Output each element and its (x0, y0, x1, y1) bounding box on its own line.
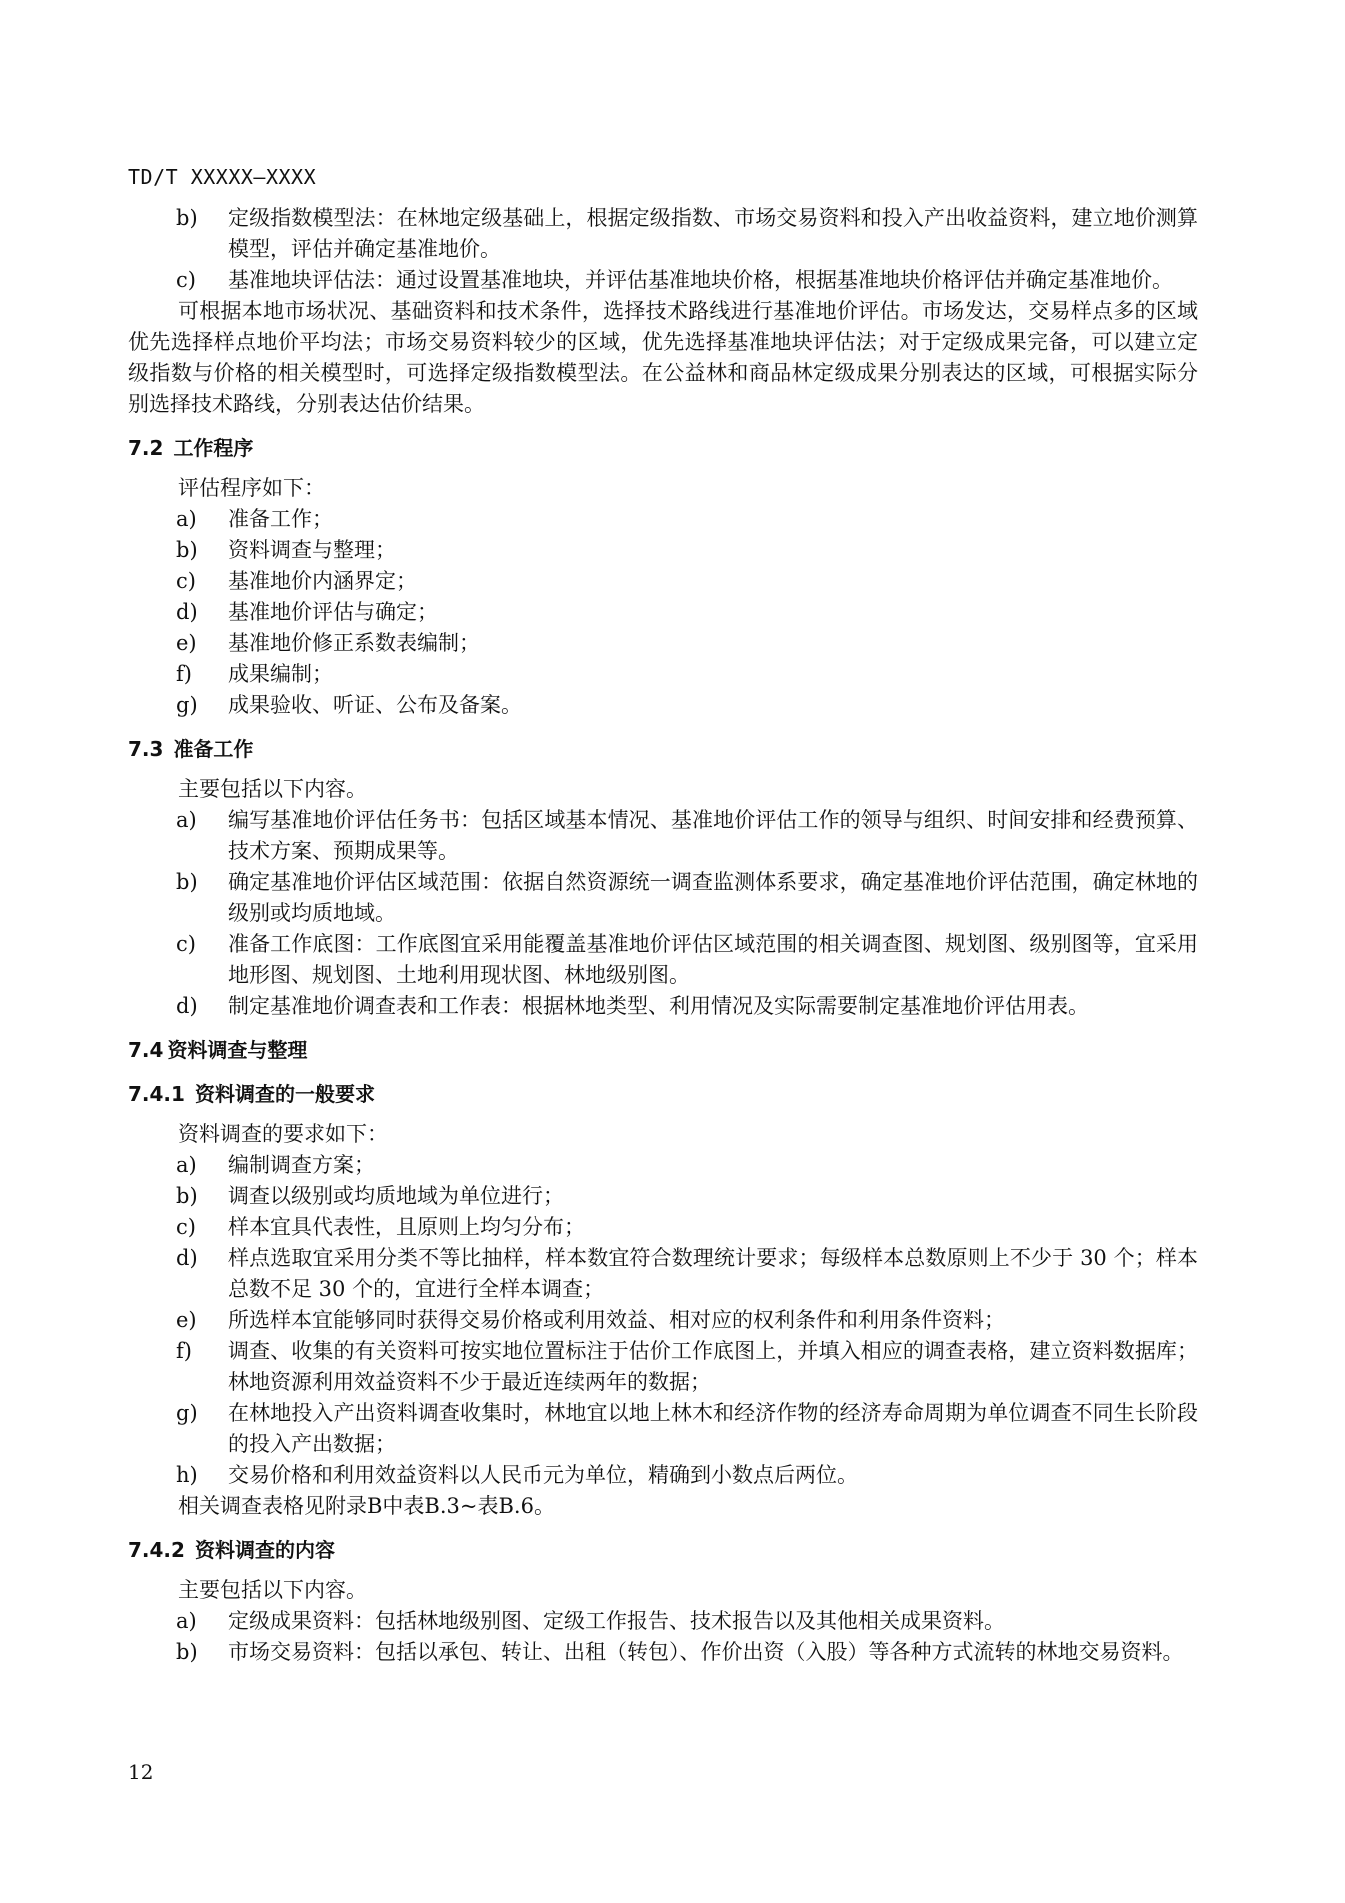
list-item (128, 504, 1198, 535)
list-marker: f) (176, 662, 192, 686)
list-marker: a) (176, 808, 197, 832)
list-marker: a) (176, 1153, 197, 1177)
list-marker: b) (176, 870, 198, 894)
section-title: 资料调查与整理 (167, 1038, 308, 1062)
list-item (128, 805, 1198, 867)
list-marker: g) (176, 1401, 198, 1425)
list-item-text: 制定基准地价调查表和工作表：根据林地类型、利用情况及实际需要制定基准地价评估用表。 (228, 994, 1089, 1018)
section-title: 资料调查的内容 (194, 1538, 335, 1562)
list-marker: d) (176, 1246, 198, 1270)
list-item (128, 929, 1198, 991)
list-item-text: 调查以级别或均质地域为单位进行； (228, 1184, 564, 1208)
list-marker: c) (176, 1215, 196, 1239)
list-item (128, 203, 1198, 265)
list-item-text: 准备工作底图：工作底图宜采用能覆盖基准地价评估区域范围的相关调查图、规划图、级别图等，宜采用地形图、规划图、土地利用现状图、林地级别图。 (228, 932, 1198, 987)
section-heading-7-4-1 (128, 1079, 1198, 1110)
section-number: 7.4 (128, 1038, 164, 1062)
list-item-text: 所选样本宜能够同时获得交易价格或利用效益、相对应的权利条件和利用条件资料； (228, 1308, 1005, 1332)
list-marker: e) (176, 631, 197, 655)
section-number: 7.2 (128, 436, 164, 460)
list-item (128, 535, 1198, 566)
list-item (128, 1181, 1198, 1212)
list-item-text: 基准地价内涵界定； (228, 569, 417, 593)
list-item-text: 定级成果资料：包括林地级别图、定级工作报告、技术报告以及其他相关成果资料。 (228, 1609, 1005, 1633)
section-title: 资料调查的一般要求 (194, 1082, 375, 1106)
list-item (128, 690, 1198, 721)
section-title: 准备工作 (173, 737, 254, 761)
section-number: 7.4.2 (128, 1538, 185, 1562)
list-marker: b) (176, 1640, 198, 1664)
section-number: 7.3 (128, 737, 164, 761)
section-intro: 资料调查的要求如下： (178, 1122, 388, 1146)
list-item (128, 1637, 1198, 1668)
list-marker: b) (176, 1184, 198, 1208)
list-marker: b) (176, 206, 198, 230)
list-item-text: 基准地价评估与确定； (228, 600, 438, 624)
list-item-text: 基准地价修正系数表编制； (228, 631, 480, 655)
list-item-text: 市场交易资料：包括以承包、转让、出租（转包）、作价出资（入股）等各种方式流转的林地交易资料。 (228, 1640, 1184, 1664)
list-item (128, 628, 1198, 659)
list-item-text: 在林地投入产出资料调查收集时，林地宜以地上林木和经济作物的经济寿命周期为单位调查不同生长阶段的投入产出数据； (228, 1401, 1198, 1456)
list-item (128, 566, 1198, 597)
list-item-text: 样本宜具代表性，且原则上均匀分布； (228, 1215, 585, 1239)
list-item-text: 成果编制； (228, 662, 333, 686)
list-marker: h) (176, 1463, 198, 1487)
section-heading-7-2 (128, 433, 1198, 464)
list-item (128, 991, 1198, 1022)
list-marker: c) (176, 268, 196, 292)
list-item-text: 交易价格和利用效益资料以人民币元为单位，精确到小数点后两位。 (228, 1463, 858, 1487)
list-item-text: 编制调查方案； (228, 1153, 375, 1177)
body-paragraph: 可根据本地市场状况、基础资料和技术条件，选择技术路线进行基准地价评估。市场发达，交易样点多的区域优先选择样点地价平均法；市场交易资料较少的区域，优先选择基准地块评估法；对于定级成果完备，可以建立定级指数与价格的相关模型时，可选择定级指数模型法。在公益林和商品林定级成果分别表达的区域，可根据实际分别选择技术路线，分别表达估价结果。 (128, 299, 1198, 416)
list-marker: b) (176, 538, 198, 562)
list-item (128, 1305, 1198, 1336)
list-item (128, 1460, 1198, 1491)
list-item (128, 1398, 1198, 1460)
list-item-text: 样点选取宜采用分类不等比抽样，样本数宜符合数理统计要求；每级样本总数原则上不少于 30 个；样本总数不足 30 个的，宜进行全样本调查； (228, 1246, 1198, 1301)
section-intro: 主要包括以下内容。 (178, 777, 367, 801)
section-intro: 主要包括以下内容。 (178, 1578, 367, 1602)
list-item-text: 编写基准地价评估任务书：包括区域基本情况、基准地价评估工作的领导与组织、时间安排和经费预算、技术方案、预期成果等。 (228, 808, 1198, 863)
table-reference-note: 相关调查表格见附录B中表B.3~表B.6。 (178, 1494, 555, 1518)
list-marker: f) (176, 1339, 192, 1363)
list-marker: d) (176, 994, 198, 1018)
list-item-text: 成果验收、听证、公布及备案。 (228, 693, 522, 717)
list-item (128, 1243, 1198, 1305)
section-number: 7.4.1 (128, 1082, 185, 1106)
section-heading-7-4-2 (128, 1535, 1198, 1566)
section-intro: 评估程序如下： (178, 476, 325, 500)
list-item (128, 1212, 1198, 1243)
list-marker: e) (176, 1308, 197, 1332)
list-item-text: 调查、收集的有关资料可按实地位置标注于估价工作底图上，并填入相应的调查表格，建立资料数据库；林地资源利用效益资料不少于最近连续两年的数据； (228, 1339, 1198, 1394)
list-marker: g) (176, 693, 198, 717)
list-item-text: 确定基准地价评估区域范围：依据自然资源统一调查监测体系要求，确定基准地价评估范围，确定林地的级别或均质地域。 (228, 870, 1198, 925)
list-item-text: 资料调查与整理； (228, 538, 396, 562)
list-marker: a) (176, 1609, 197, 1633)
list-item (128, 1336, 1198, 1398)
list-marker: a) (176, 507, 197, 531)
list-item-text: 基准地块评估法：通过设置基准地块，并评估基准地块价格，根据基准地块价格评估并确定基准地价。 (228, 268, 1173, 292)
document-body (128, 203, 1198, 1668)
standard-code-header: TD/T XXXXX—XXXX (128, 165, 317, 189)
list-marker: c) (176, 932, 196, 956)
list-item (128, 597, 1198, 628)
list-item (128, 867, 1198, 929)
section-title: 工作程序 (173, 436, 254, 460)
list-item (128, 1150, 1198, 1181)
list-item-text: 准备工作； (228, 507, 333, 531)
list-item (128, 659, 1198, 690)
list-item (128, 1606, 1198, 1637)
list-marker: c) (176, 569, 196, 593)
list-item-text: 定级指数模型法：在林地定级基础上，根据定级指数、市场交易资料和投入产出收益资料，建立地价测算模型，评估并确定基准地价。 (228, 206, 1198, 261)
section-heading-7-4 (128, 1035, 1198, 1066)
page-number: 12 (128, 1760, 154, 1784)
list-item (128, 265, 1198, 296)
section-heading-7-3 (128, 734, 1198, 765)
list-marker: d) (176, 600, 198, 624)
